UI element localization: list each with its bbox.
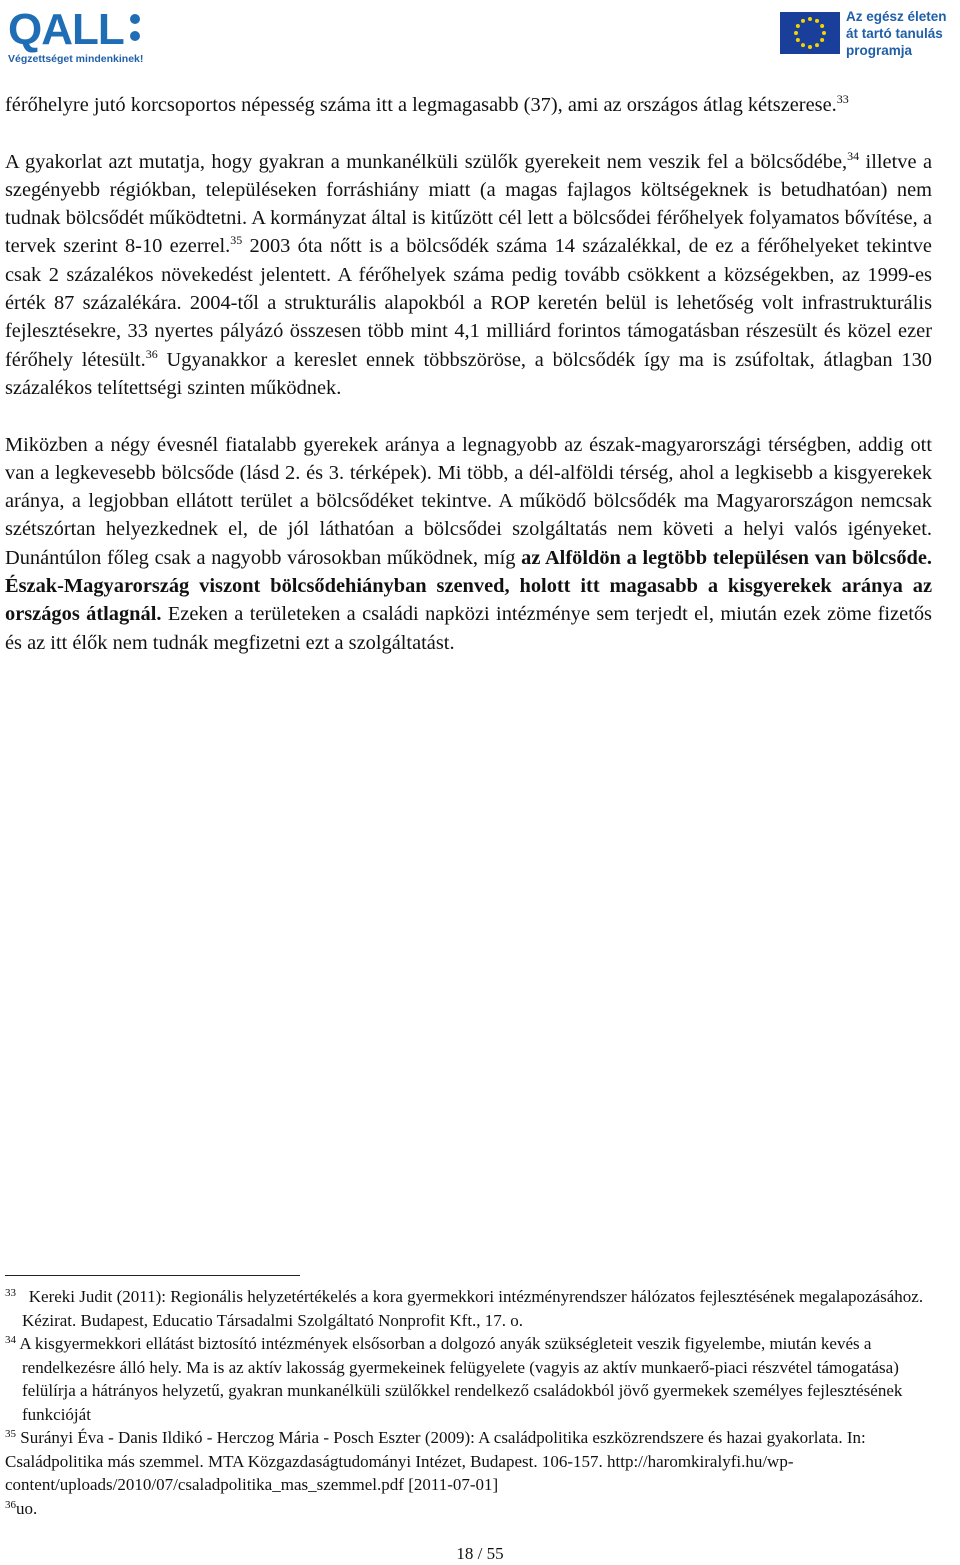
eu-programme-text [846,8,947,59]
eu-star-icon [820,38,824,42]
footnote-36 [5,1497,932,1521]
eu-star-icon [796,38,800,42]
paragraph-1-text: férőhelyre jutó korcsoportos népesség száma itt a legmagasabb (37), ami az országos átlag kétszerese. [5,94,837,116]
paragraph-3-bold: az Alföldön a legtöbb településen van bölcsőde. Észak-Magyarország viszont bölcsődehiányban szenved, holott itt magasabb a kisgyerekek aránya az országos átlagnál. [5,546,932,626]
paragraph-2-part-2: illetve a szegényebb régiókban, településeken forráshiány miatt (a magas fajlagos költségeknek is betudhatóan) nem tudnak bölcsődét működtetni. A kormányzat által is kitűzött cél lett a bölcsődei férőhelyek folyamatos bővítése, a tervek szerint 8-10 ezerrel. [5,150,932,258]
eu-star-icon [794,31,798,35]
footnotes [5,1285,932,1520]
eu-star-icon [801,43,805,47]
footnote-ref-35[interactable]: 35 [230,233,243,248]
qall-wordmark: QALL [8,5,124,54]
footnote-33 [5,1285,932,1332]
eu-star-icon [822,31,826,35]
page-number: 18 / 55 [456,1544,504,1563]
paragraph-3-part-2: Ezeken a területeken a családi napközi intézménye sem terjedt el, miután ezek zöme fizetős és az itt élők nem tudnák megfizetni ezt a szolgáltatást. [5,603,932,654]
paragraph-2-part-4: Ugyanakkor a kereslet ennek többszöröse, a bölcsődék így ma is zsúfoltak, átlagban 130 százalékos telítettségi szinten működnek. [5,348,932,399]
eu-flag-icon [780,12,840,54]
eu-star-icon [808,45,812,49]
paragraph-3 [5,431,932,657]
paragraph-3-part-1: Miközben a négy évesnél fiatalabb gyerekek aránya a legnagyobb az észak-magyarországi térségben, addig ott van a legkevesebb bölcsőde (lásd 2. és 3. térképek). Mi több, a dél-alföldi térség, ahol a legkisebb a kisgyerekek aránya, a legjobban ellátott terület a bölcsődéket tekintve. A működő bölcsődék ma Magyarországon nemcsak szétszórtan helyezkednek el, de jól láthatóan a bölcsődei szolgáltatás nem követi a helyi valós igényeket. Dunántúlon főleg csak a nagyobb városokban működnek, míg [5,433,932,569]
footnote-text: Surányi Éva - Danis Ildikó - Herczog Mária - Posch Eszter (2009): A családpolitika eszközrendszere és hazai gyakorlata. In: Családpolitika más szemmel. MTA Közgazdaságtudományi Intézet, Budapest. 106-157. http://haromkiralyfi.hu/wp-content/uploads/2010/07/csaladpolitika_mas_szemmel.pdf [2011-07-01] [5,1428,866,1494]
page-header [0,0,960,70]
eu-star-icon [820,24,824,28]
paragraph-2 [5,148,932,403]
eu-star-icon [808,17,812,21]
eu-text-line-1: Az egész életen [846,9,947,24]
qall-logo [8,6,148,66]
footnote-separator [5,1275,300,1276]
footnote-text: uo. [16,1498,38,1518]
footnote-text: Kereki Judit (2011): Regionális helyzetértékelés a kora gyermekkori intézményrendszer hálózatos fejlesztésének megalapozásához. Kézirat. Budapest, Educatio Társadalmi Szolgáltató Nonprofit Kft., 17. o. [22,1287,924,1330]
footnote-ref-34[interactable]: 34 [847,148,860,163]
footnote-35 [5,1426,932,1497]
eu-star-icon [796,24,800,28]
paragraph-2-part-1: A gyakorlat azt mutatja, hogy gyakran a munkanélküli szülők gyerekeit nem veszik fel a bölcsődébe, [5,150,848,173]
logo-dots-icon [128,12,142,46]
footnote-number: 33 [5,1287,16,1299]
main-text [5,91,932,685]
eu-star-icon [801,19,805,23]
paragraph-1 [5,91,932,119]
footnote-number: 36 [5,1498,16,1511]
footnote-number: 34 [5,1334,16,1346]
qall-tagline: Végzettséget mindenkinek! [8,53,144,65]
eu-text-line-2: át tartó tanulás [846,26,943,41]
paragraph-2-part-3: 2003 óta nőtt is a bölcsődék száma 14 százalékkal, de ez a férőhelyeket tekintve csak 2 százalékos növekedést jelentett. A férőhelyek száma pedig tovább csökkent a községekben, az 1999-es érték 87 százalékára. 2004-től a strukturális alapokból a ROP keretén belül is lehetőség volt infrastrukturális fejlesztésekre, 33 nyertes pályázó összesen több mint 4,1 milliárd forintos támogatásban részesült és közel ezer férőhely létesült. [5,235,932,371]
footnote-ref-33[interactable]: 33 [836,92,849,106]
footnote-number: 35 [5,1428,16,1440]
eu-text-line-3: programja [846,43,913,58]
eu-star-icon [815,43,819,47]
footnote-text: A kisgyermekkori ellátást biztosító intézmények elsősorban a dolgozó anyák szükségleteit veszik figyelembe, miután kevés a rendelkezésre álló hely. Ma is az aktív lakosság gyermekeinek felügyelete (vagyis az aktív munkaerő-piaci részvétel támogatása) felülírja a hátrányos helyzetű, gyakran munkanélküli szülőkkel rendelkező családokból jövő gyermekek személyes fejlesztésének funkcióját [19,1334,903,1424]
eu-lifelong-learning-logo [780,8,950,60]
eu-star-icon [815,19,819,23]
footnote-ref-36[interactable]: 36 [145,346,158,361]
footnote-34 [5,1332,932,1426]
